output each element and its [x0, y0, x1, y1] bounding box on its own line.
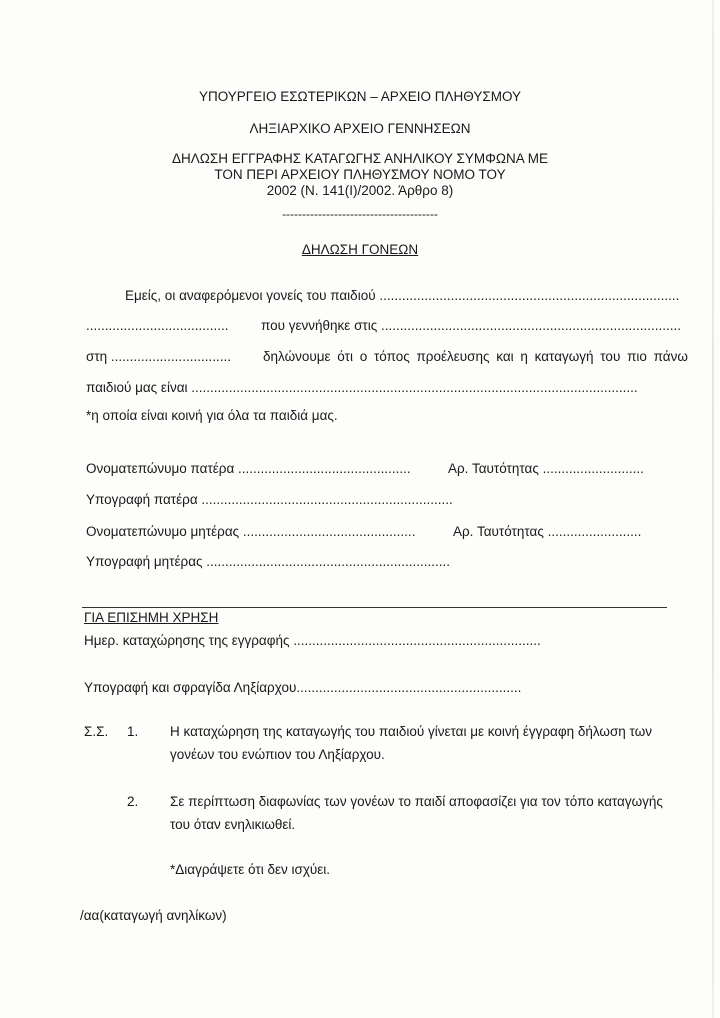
official-divider: [82, 607, 667, 608]
note-1-line-1: Η καταχώρηση της καταγωγής του παιδιού γίνεται με κοινή έγγραφη δήλωση των: [170, 724, 652, 739]
father-name-field: Ονοματεπώνυμο πατέρα ..............................................: [86, 461, 411, 476]
declaration-line-4: παιδιού μας είναι .......................................................................................................................: [86, 380, 638, 395]
registry-heading: ΛΗΞΙΑΡΧΙΚΟ ΑΡΧΕΙΟ ΓΕΝΝΗΣΕΩΝ: [249, 121, 471, 136]
declaration-line-3-blank: στη ................................: [86, 349, 231, 364]
note-2-line-1: Σε περίπτωση διαφωνίας των γονέων το παιδί αποφασίζει για τον τόπο καταγωγής: [170, 794, 663, 809]
registrar-signature-field: Υπογραφή και σφραγίδα Ληξίαρχου............................................................: [84, 680, 522, 695]
official-heading: ΓΙΑ ΕΠΙΣΗΜΗ ΧΡΗΣΗ: [84, 610, 219, 625]
ministry-heading: ΥΠΟΥΡΓΕΙΟ ΕΣΩΤΕΡΙΚΩΝ – ΑΡΧΕΙΟ ΠΛΗΘΥΣΜΟΥ: [198, 89, 522, 104]
father-signature-field: Υπογραφή πατέρα ...................................................................: [86, 492, 453, 507]
note-2-number: 2.: [127, 794, 139, 809]
mother-id-field: Αρ. Ταυτότητας .........................: [453, 524, 642, 539]
declaration-note: *η οποία είναι κοινή για όλα τα παιδιά μας.: [86, 408, 338, 423]
mother-name-field: Ονοματεπώνυμο μητέρας ..............................................: [86, 524, 416, 539]
form-title-line-1: ΔΗΛΩΣΗ ΕΓΓΡΑΦΗΣ ΚΑΤΑΓΩΓΗΣ ΑΝΗΛΙΚΟΥ ΣΥΜΦΩΝΑ ΜΕ: [171, 151, 549, 166]
note-1-number: 1.: [127, 724, 139, 739]
strike-note: *Διαγράψετε ότι δεν ισχύει.: [170, 862, 331, 877]
registration-date-field: Ημερ. καταχώρησης της εγγραφής ..................................................................: [84, 633, 541, 648]
declaration-line-2: που γεννήθηκε στις ................................................................................: [261, 318, 682, 333]
note-2-line-2: του όταν ενηλικιωθεί.: [170, 817, 296, 832]
father-id-field: Αρ. Ταυτότητας ...........................: [448, 461, 644, 476]
form-title-line-3: 2002 (Ν. 141(Ι)/2002. Άρθρο 8): [266, 183, 454, 198]
note-1-line-2: γονέων του ενώπιον του Ληξίαρχου.: [170, 747, 385, 762]
declaration-line-1: Εμείς, οι αναφερόμενοι γονείς του παιδιού ................................................................................: [125, 288, 680, 303]
declaration-line-2-blank: ......................................: [86, 318, 229, 333]
form-title-line-2: ΤΟΝ ΠΕΡΙ ΑΡΧΕΙΟΥ ΠΛΗΘΥΣΜΟΥ ΝΟΜΟ ΤΟΥ: [214, 167, 506, 182]
separator: ---------------------------------------: [282, 207, 438, 221]
section-title: ΔΗΛΩΣΗ ΓΟΝΕΩΝ: [301, 242, 419, 257]
footer-reference: /αα(καταγωγή ανηλίκων): [80, 908, 227, 923]
declaration-line-3: δηλώνουμε ότι ο τόπος προέλευσης και η καταγωγή του πιο πάνω: [263, 349, 688, 364]
mother-signature-field: Υπογραφή μητέρας .................................................................: [86, 554, 451, 569]
notes-prefix: Σ.Σ.: [84, 724, 109, 739]
